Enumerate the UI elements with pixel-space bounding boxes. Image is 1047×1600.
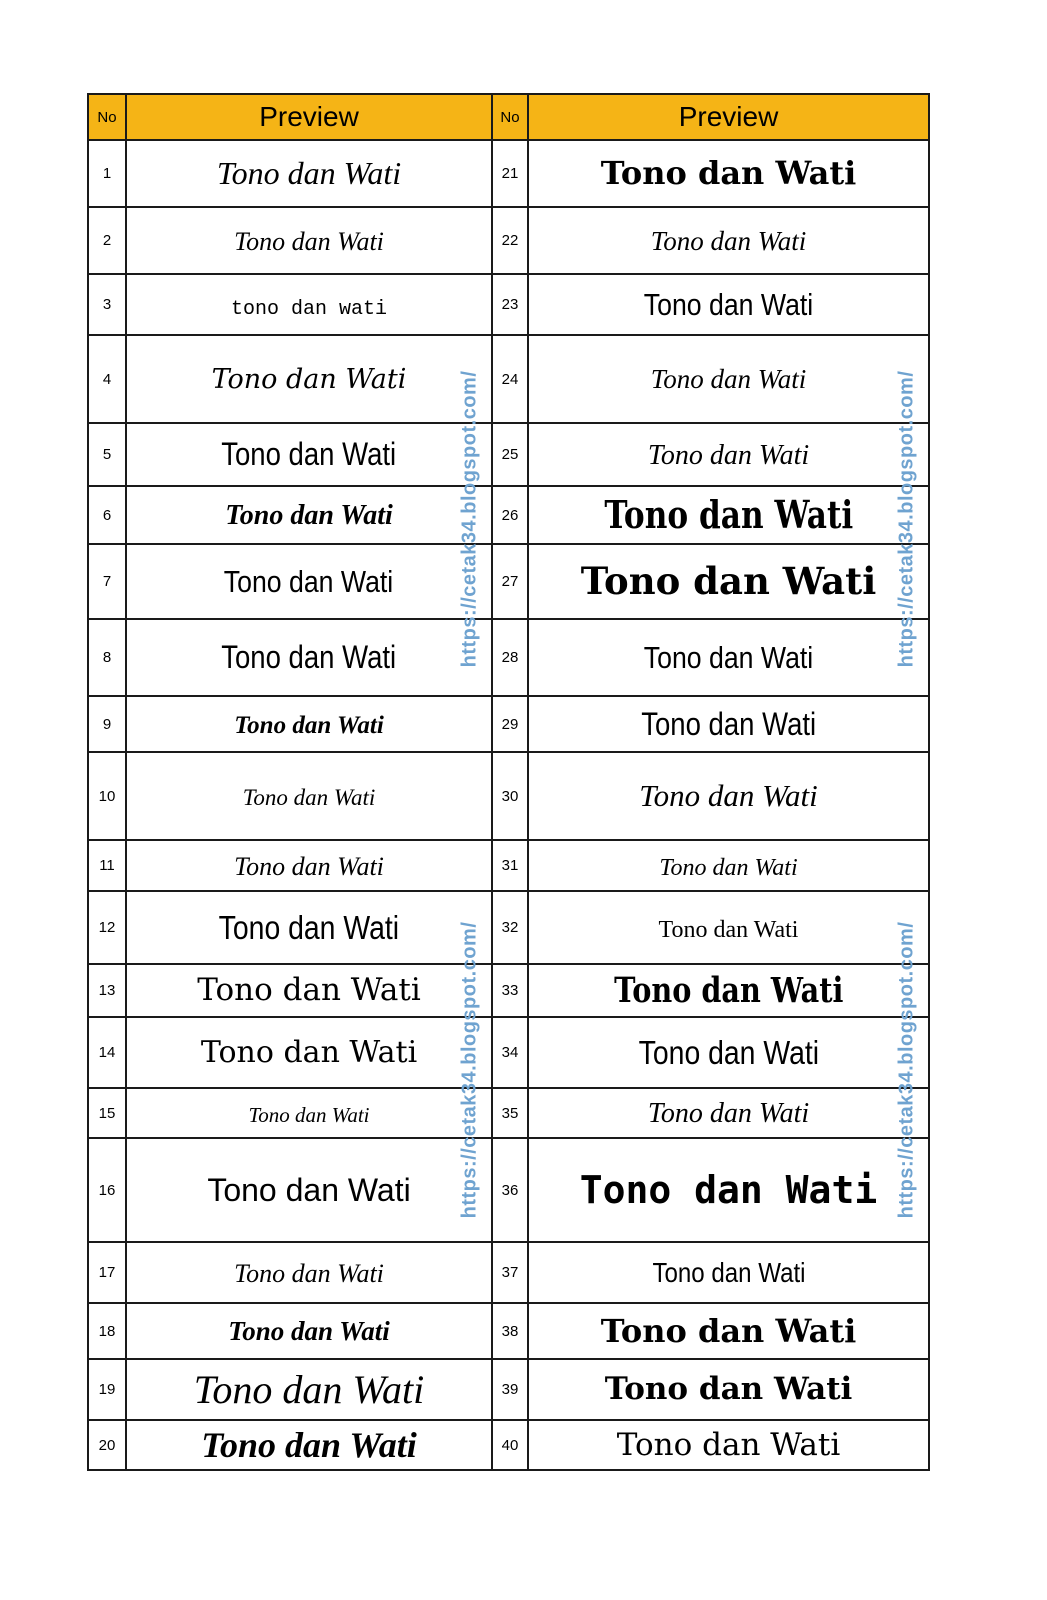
font-preview-text: Tono dan Wati (248, 1103, 370, 1127)
watermark-text: https://cetak34.blogspot.com/ (895, 370, 918, 668)
row-number: 23 (492, 274, 528, 335)
row-number: 19 (88, 1359, 126, 1420)
font-preview-text: Tono dan Wati (639, 778, 818, 813)
row-number: 31 (492, 840, 528, 891)
watermark-text: https://cetak34.blogspot.com/ (458, 370, 481, 668)
font-preview-cell (528, 274, 929, 335)
row-number: 28 (492, 619, 528, 696)
font-preview-text: Tono dan Wati (658, 916, 799, 943)
font-preview-text: Tono dan Wati (579, 1168, 878, 1212)
row-number: 24 (492, 335, 528, 423)
font-preview-text: Tono dan Wati (242, 785, 376, 810)
font-preview-text: Tono dan Wati (221, 436, 397, 472)
font-preview-cell (126, 486, 492, 544)
left-no-header: No (88, 94, 126, 140)
right-preview-header: Preview (528, 94, 929, 140)
row-number: 4 (88, 335, 126, 423)
table-row (88, 1242, 929, 1303)
row-number: 22 (492, 207, 528, 274)
row-number: 7 (88, 544, 126, 619)
font-preview-cell (126, 619, 492, 696)
font-preview-cell (528, 1359, 929, 1420)
font-preview-text: Tono dan Wati (600, 154, 857, 192)
font-preview-text: tono dan wati (230, 297, 388, 321)
font-preview-text: Tono dan Wati (225, 500, 393, 531)
font-preview-text: Tono dan Wati (638, 1033, 819, 1071)
row-number: 30 (492, 752, 528, 840)
font-preview-text: Tono dan Wati (216, 155, 402, 191)
font-preview-cell (528, 140, 929, 207)
font-preview-cell (528, 335, 929, 423)
font-preview-cell (126, 274, 492, 335)
table-row (88, 1359, 929, 1420)
table-row (88, 335, 929, 423)
row-number: 21 (492, 140, 528, 207)
row-number: 9 (88, 696, 126, 752)
font-preview-text: Tono dan Wati (643, 639, 814, 675)
row-number: 20 (88, 1420, 126, 1470)
table-row (88, 274, 929, 335)
font-preview-text: Tono dan Wati (650, 364, 807, 394)
table-row (88, 891, 929, 964)
table-row (88, 619, 929, 696)
font-preview-cell (528, 1242, 929, 1303)
font-preview-cell (528, 1138, 929, 1242)
font-preview-cell (528, 1017, 929, 1088)
row-number: 16 (88, 1138, 126, 1242)
font-preview-cell (126, 1420, 492, 1470)
font-preview-cell (126, 544, 492, 619)
font-preview-cell (126, 1359, 492, 1420)
row-number: 18 (88, 1303, 126, 1359)
font-preview-cell (126, 207, 492, 274)
row-number: 27 (492, 544, 528, 619)
font-preview-cell (126, 423, 492, 486)
font-preview-text: Tono dan Wati (234, 1258, 384, 1288)
row-number: 15 (88, 1088, 126, 1138)
table-row (88, 1420, 929, 1470)
row-number: 6 (88, 486, 126, 544)
font-preview-text: Tono dan Wati (193, 1366, 425, 1412)
row-number: 10 (88, 752, 126, 840)
table-row (88, 1017, 929, 1088)
font-preview-text: Tono dan Wati (650, 225, 807, 256)
font-preview-text: Tono dan Wati (647, 1098, 810, 1129)
table-row (88, 207, 929, 274)
font-preview-cell (528, 486, 929, 544)
row-number: 25 (492, 423, 528, 486)
font-preview-cell (126, 1242, 492, 1303)
row-number: 1 (88, 140, 126, 207)
table-body (88, 140, 929, 1470)
table-row (88, 544, 929, 619)
font-preview-cell (528, 696, 929, 752)
table-row (88, 140, 929, 207)
row-number: 12 (88, 891, 126, 964)
font-preview-text: Tono dan Wati (234, 851, 384, 881)
font-preview-text: Tono dan Wati (604, 1371, 853, 1407)
font-preview-cell (126, 1138, 492, 1242)
font-preview-cell (126, 964, 492, 1017)
font-preview-text: Tono dan Wati (234, 226, 384, 256)
table-header-row (88, 94, 929, 140)
font-preview-cell (126, 335, 492, 423)
font-preview-text: Tono dan Wati (600, 1311, 857, 1350)
row-number: 35 (492, 1088, 528, 1138)
font-preview-cell (528, 891, 929, 964)
font-preview-text: Tono dan Wati (224, 563, 394, 599)
font-preview-cell (528, 752, 929, 840)
table-row (88, 486, 929, 544)
table-row (88, 964, 929, 1017)
table-row (88, 696, 929, 752)
font-preview-text: Tono dan Wati (197, 972, 421, 1008)
font-preview-cell (528, 1088, 929, 1138)
font-preview-text: Tono dan Wati (200, 1034, 418, 1070)
row-number: 32 (492, 891, 528, 964)
row-number: 29 (492, 696, 528, 752)
watermark-text: https://cetak34.blogspot.com/ (895, 921, 918, 1219)
font-preview-cell (126, 891, 492, 964)
font-preview-text: Tono dan Wati (228, 1316, 390, 1346)
font-preview-cell (126, 1088, 492, 1138)
row-number: 3 (88, 274, 126, 335)
table-row (88, 1088, 929, 1138)
font-preview-text: Tono dan Wati (643, 286, 814, 322)
left-preview-header: Preview (126, 94, 492, 140)
font-preview-text: Tono dan Wati (201, 1425, 417, 1465)
right-no-header: No (492, 94, 528, 140)
row-number: 38 (492, 1303, 528, 1359)
font-preview-text: Tono dan Wati (651, 1256, 806, 1288)
row-number: 8 (88, 619, 126, 696)
font-preview-text: Tono dan Wati (616, 1426, 841, 1463)
row-number: 5 (88, 423, 126, 486)
font-preview-cell (528, 1420, 929, 1470)
font-preview-cell (126, 1017, 492, 1088)
table-row (88, 423, 929, 486)
font-preview-text: Tono dan Wati (218, 908, 400, 946)
row-number: 13 (88, 964, 126, 1017)
row-number: 33 (492, 964, 528, 1017)
font-preview-text: Tono dan Wati (613, 970, 844, 1011)
table-row (88, 1138, 929, 1242)
font-preview-text: Tono dan Wati (647, 439, 810, 471)
font-preview-text: Tono dan Wati (641, 705, 816, 742)
font-preview-cell (126, 696, 492, 752)
font-preview-text: Tono dan Wati (659, 854, 798, 881)
font-preview-text: Tono dan Wati (211, 364, 407, 395)
font-preview-cell (528, 207, 929, 274)
font-preview-cell (126, 1303, 492, 1359)
font-preview-table (87, 93, 930, 1471)
font-preview-cell (528, 1303, 929, 1359)
table-row (88, 752, 929, 840)
row-number: 11 (88, 840, 126, 891)
font-preview-cell (528, 840, 929, 891)
row-number: 17 (88, 1242, 126, 1303)
row-number: 40 (492, 1420, 528, 1470)
font-preview-cell (528, 619, 929, 696)
row-number: 39 (492, 1359, 528, 1420)
font-preview-cell (126, 140, 492, 207)
font-preview-cell (126, 840, 492, 891)
row-number: 2 (88, 207, 126, 274)
row-number: 14 (88, 1017, 126, 1088)
table-row (88, 840, 929, 891)
table-row (88, 1303, 929, 1359)
row-number: 36 (492, 1138, 528, 1242)
font-preview-text: Tono dan Wati (234, 712, 384, 739)
font-preview-text: Tono dan Wati (604, 492, 853, 537)
font-preview-text: Tono dan Wati (221, 639, 397, 675)
font-preview-text: Tono dan Wati (207, 1171, 411, 1208)
font-preview-text: Tono dan Wati (580, 559, 877, 603)
row-number: 34 (492, 1017, 528, 1088)
font-preview-cell (528, 423, 929, 486)
watermark-text: https://cetak34.blogspot.com/ (458, 921, 481, 1219)
font-preview-cell (528, 544, 929, 619)
font-preview-cell (126, 752, 492, 840)
font-preview-cell (528, 964, 929, 1017)
row-number: 37 (492, 1242, 528, 1303)
row-number: 26 (492, 486, 528, 544)
